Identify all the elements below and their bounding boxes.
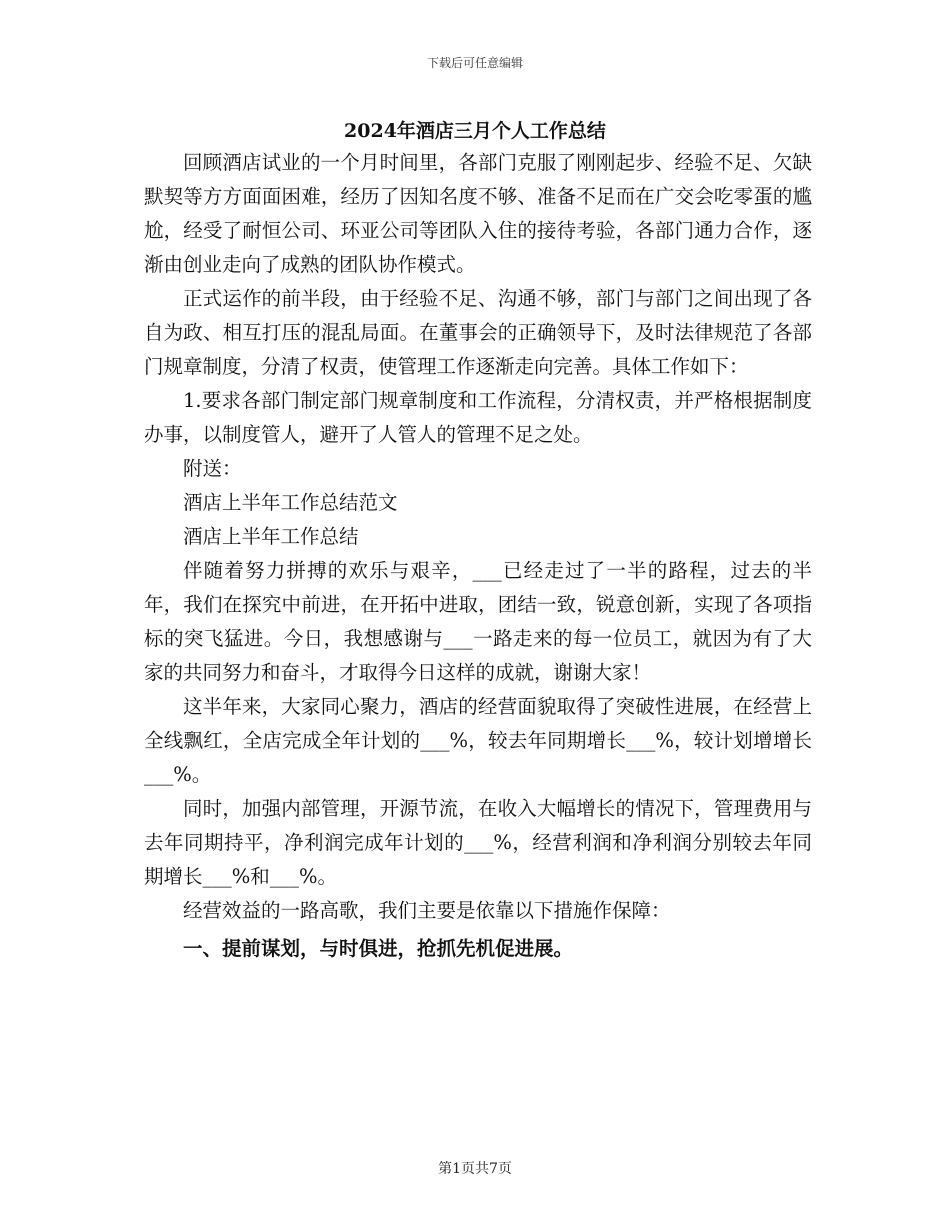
paragraph: 附送：	[183, 457, 242, 480]
paragraph: 酒店上半年工作总结范文	[183, 491, 398, 514]
page-header-note: 下载后可任意编辑	[426, 56, 523, 70]
document-body	[144, 146, 812, 966]
paragraph: 酒店上半年工作总结	[183, 525, 359, 548]
paragraph: 这半年来，大家同心聚力，酒店的经营面貌取得了突破性进展，在经营上全线飘红，全店完成全年计划的___%，较去年同期增长___%，较计划增增长___%。	[144, 695, 812, 786]
document-title: 2024年酒店三月个人工作总结	[344, 120, 606, 142]
paragraph: 伴随着努力拼搏的欢乐与艰辛，___已经走过了一半的路程，过去的半年，我们在探究中前进，在开拓中进取，团结一致，锐意创新，实现了各项指标的突飞猛进。今日，我想感谢与___一路走来的每一位员工，就因为有了大家的共同努力和奋斗，才取得今日这样的成就，谢谢大家！	[144, 559, 812, 684]
paragraph: 经营效益的一路高歌，我们主要是依靠以下措施作保障：	[183, 899, 671, 922]
paragraph: 同时，加强内部管理，开源节流，在收入大幅增长的情况下，管理费用与去年同期持平，净利润完成年计划的___%，经营利润和净利润分别较去年同期增长___%和___%。	[144, 797, 812, 888]
page-number: 第1页共7页	[438, 1161, 512, 1177]
paragraph: 回顾酒店试业的一个月时间里，各部门克服了刚刚起步、经验不足、欠缺默契等方方面面困难，经历了因知名度不够、准备不足而在广交会吃零蛋的尴尬，经受了耐恒公司、环亚公司等团队入住的接待考验，各部门通力合作，逐渐由创业走向了成熟的团队协作模式。	[144, 151, 812, 276]
section-heading: 一、提前谋划，与时俱进，抢抓先机促进展。	[183, 937, 574, 960]
paragraph: 1.要求各部门制定部门规章制度和工作流程，分清权责，并严格根据制度办事，以制度管人，避开了人管人的管理不足之处。	[144, 389, 812, 446]
paragraph: 正式运作的前半段，由于经验不足、沟通不够，部门与部门之间出现了各自为政、相互打压的混乱局面。在董事会的正确领导下，及时法律规范了各部门规章制度，分清了权责，使管理工作逐渐走向完善。具体工作如下：	[144, 287, 812, 378]
